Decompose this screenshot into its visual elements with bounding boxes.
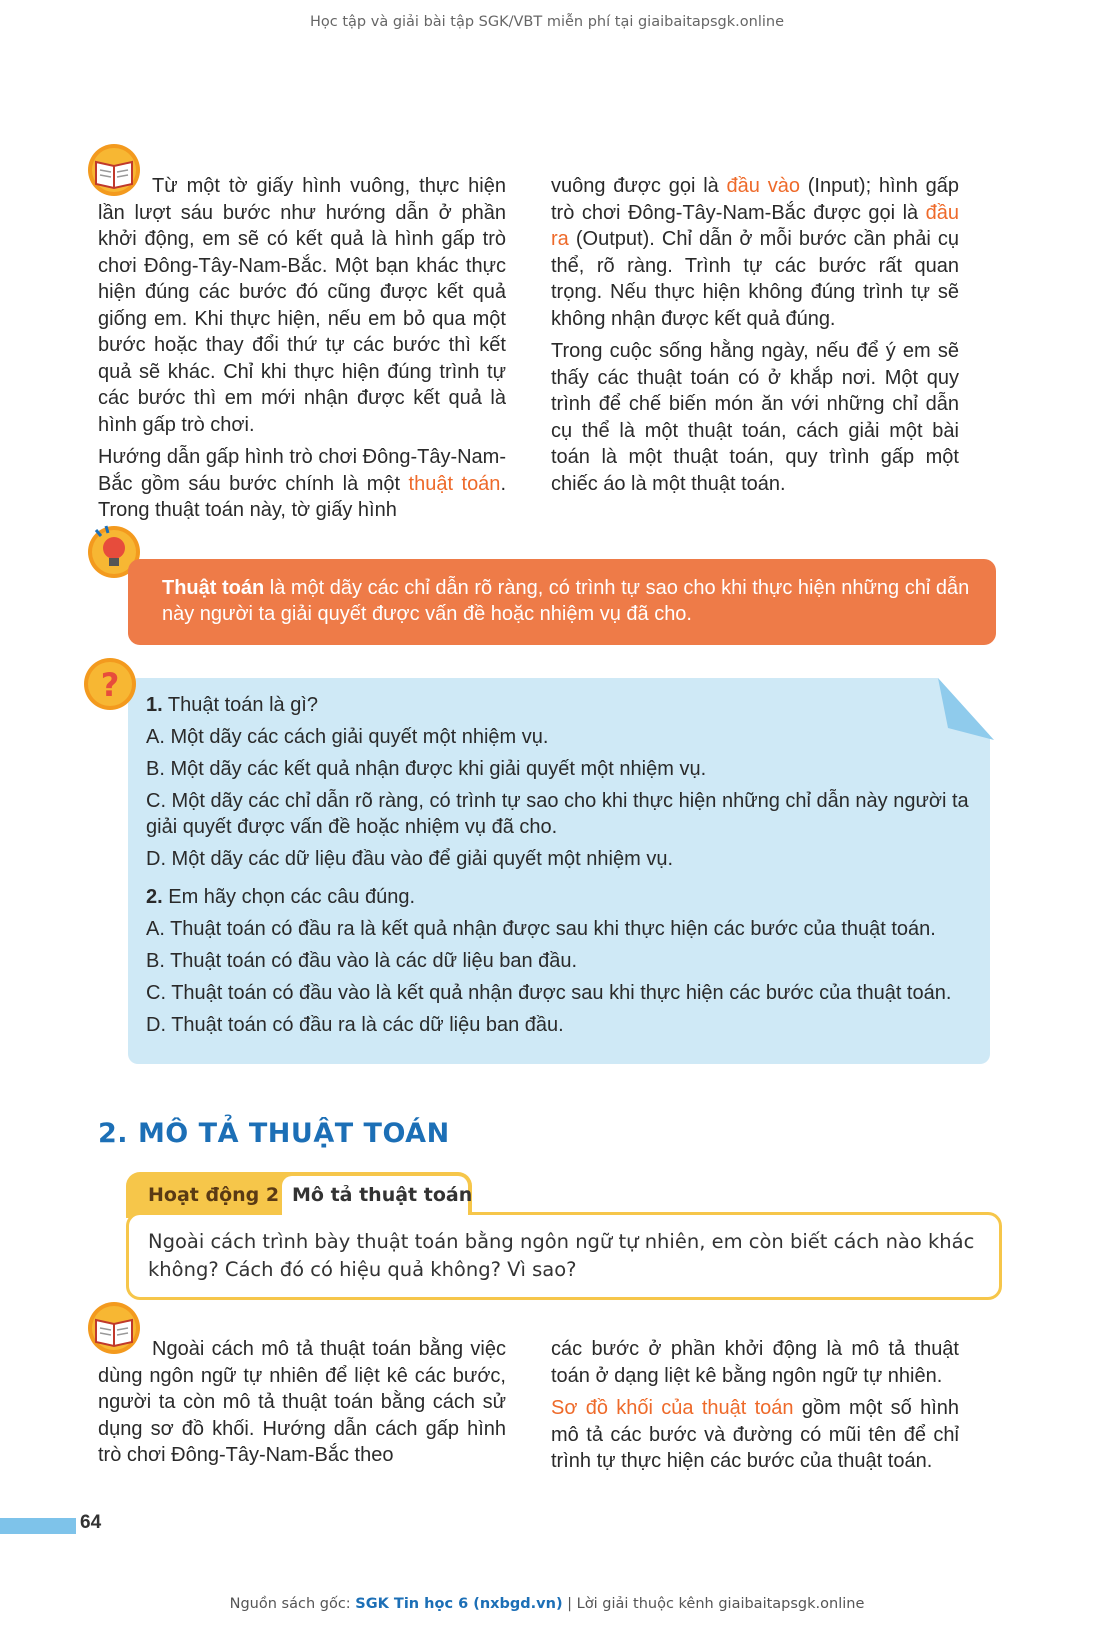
- definition-body: là một dãy các chỉ dẫn rõ ràng, có trình tự sao cho khi thực hiện những chỉ dẫn này người ta giải quyết được vấn đề hoặc nhiệm vụ đã cho.: [162, 577, 970, 625]
- question-list: [146, 692, 976, 1044]
- text-span: Hướng dẫn gấp hình trò chơi Đông-Tây-Nam-Bắc gồm sáu bước chính là một: [98, 446, 506, 495]
- question-number: 1.: [146, 694, 163, 716]
- section2-right-paragraph-1: các bước ở phần khởi động là mô tả thuật toán ở dạng liệt kê bằng ngôn ngữ tự nhiên.: [551, 1338, 959, 1387]
- activity-title: Mô tả thuật toán: [292, 1184, 473, 1206]
- section2-left-paragraph: Ngoài cách mô tả thuật toán bằng việc dùng ngôn ngữ tự nhiên để liệt kê các bước, người ta còn mô tả thuật toán bằng cách sử dụng sơ đồ khối. Hướng dẫn cách gấp hình trò chơi Đông-Tây-Nam-Bắc theo: [98, 1338, 506, 1466]
- intro-left-paragraph-2: [98, 444, 506, 524]
- intro-right-paragraph-1: [551, 173, 959, 332]
- term-dau-vao: đầu vào: [726, 175, 800, 197]
- question-1-option-b: B. Một dãy các kết quả nhận được khi giải quyết một nhiệm vụ.: [146, 758, 707, 780]
- intro-left-column: [98, 173, 506, 530]
- question-1-option-d: D. Một dãy các dữ liệu đầu vào để giải quyết một nhiệm vụ.: [146, 848, 674, 870]
- page-number: 64: [80, 1512, 102, 1533]
- page-number-bar: [0, 1518, 76, 1534]
- question-1-option-c: C. Một dãy các chỉ dẫn rõ ràng, có trình tự sao cho khi thực hiện những chỉ dẫn này người ta giải quyết được vấn đề hoặc nhiệm vụ đã cho.: [146, 790, 969, 838]
- question-text: Em hãy chọn các câu đúng.: [162, 886, 416, 908]
- header-note: Học tập và giải bài tập SGK/VBT miễn phí tại giaibaitapsgk.online: [310, 14, 784, 30]
- term-dau-ra: đầu ra: [551, 201, 959, 250]
- question-2-option-d: D. Thuật toán có đầu ra là các dữ liệu ban đầu.: [146, 1014, 564, 1036]
- footer-source-link[interactable]: SGK Tin học 6 (nxbgd.vn): [355, 1596, 563, 1612]
- text-span: (Input); hình gấp trò chơi Đông-Tây-Nam-Bắc được gọi là: [551, 175, 960, 224]
- question-1: [146, 692, 976, 718]
- text-span: . Trong thuật toán này, tờ giấy hình: [98, 472, 506, 521]
- intro-right-paragraph-2: Trong cuộc sống hằng ngày, nếu để ý em sẽ thấy các thuật toán có ở khắp nơi. Một quy trình để chế biến món ăn với những chỉ dẫn cụ thể là một thuật toán, cách giải một bài toán là một thuật toán, quy trình gấp một chiếc áo là một thuật toán.: [551, 340, 959, 495]
- question-2-option-b: B. Thuật toán có đầu vào là các dữ liệu ban đầu.: [146, 950, 578, 972]
- section-title: 2. MÔ TẢ THUẬT TOÁN: [98, 1118, 450, 1149]
- question-text: Thuật toán là gì?: [162, 694, 318, 716]
- question-number: 2.: [146, 886, 163, 908]
- term-so-do-khoi: Sơ đồ khối của thuật toán: [551, 1397, 794, 1419]
- section2-left-column: [98, 1336, 506, 1475]
- question-2-option-c: C. Thuật toán có đầu vào là kết quả nhận được sau khi thực hiện các bước của thuật toán.: [146, 982, 952, 1004]
- footer-suffix: | Lời giải thuộc kênh giaibaitapsgk.online: [562, 1596, 865, 1612]
- intro-right-column: [551, 173, 959, 503]
- term-thuat-toan: thuật toán: [408, 472, 501, 495]
- text-span: gồm một số hình mô tả các bước và đường có mũi tên để chỉ trình tự thực hiện các bước của thuật toán.: [551, 1397, 960, 1472]
- section2-right-paragraph-2: [551, 1395, 959, 1475]
- question-2: [146, 884, 976, 910]
- svg-text:?: ?: [100, 666, 120, 704]
- footer-prefix: Nguồn sách gốc:: [229, 1596, 356, 1612]
- definition-term: Thuật toán: [162, 577, 265, 599]
- text-span: (Output). Chỉ dẫn ở mỗi bước cần phải cụ thể, rõ ràng. Trình tự các bước rất quan trọng. Nếu thực hiện không đúng trình tự sẽ không nhận được kết quả đúng.: [551, 228, 959, 330]
- definition-text: [162, 575, 972, 627]
- question-1-option-a: A. Một dãy các cách giải quyết một nhiệm vụ.: [146, 726, 549, 748]
- question-2-option-a: A. Thuật toán có đầu ra là kết quả nhận được sau khi thực hiện các bước của thuật toán.: [146, 918, 936, 940]
- section2-right-column: [551, 1336, 959, 1481]
- activity-label: Hoạt động 2: [148, 1184, 280, 1206]
- activity-text: Ngoài cách trình bày thuật toán bằng ngôn ngữ tự nhiên, em còn biết cách nào khác không? Cách đó có hiệu quả không? Vì sao?: [148, 1230, 975, 1281]
- intro-left-paragraph-1: Từ một tờ giấy hình vuông, thực hiện lần lượt sáu bước như hướng dẫn ở phần khởi động, em sẽ có kết quả là hình gấp trò chơi Đông-Tây-Nam-Bắc. Một bạn khác thực hiện đúng các bước đó cũng được kết quả giống em. Khi thực hiện, nếu em bỏ qua một bước hoặc thay đổi thứ tự các bước thì kết quả sẽ khác. Chỉ khi thực hiện đúng trình tự các bước thì em mới nhận được kết quả là hình gấp trò chơi.: [98, 175, 506, 436]
- question-mark-icon: [82, 656, 138, 712]
- text-span: vuông được gọi là: [551, 175, 727, 197]
- footer-note: [0, 1596, 1094, 1612]
